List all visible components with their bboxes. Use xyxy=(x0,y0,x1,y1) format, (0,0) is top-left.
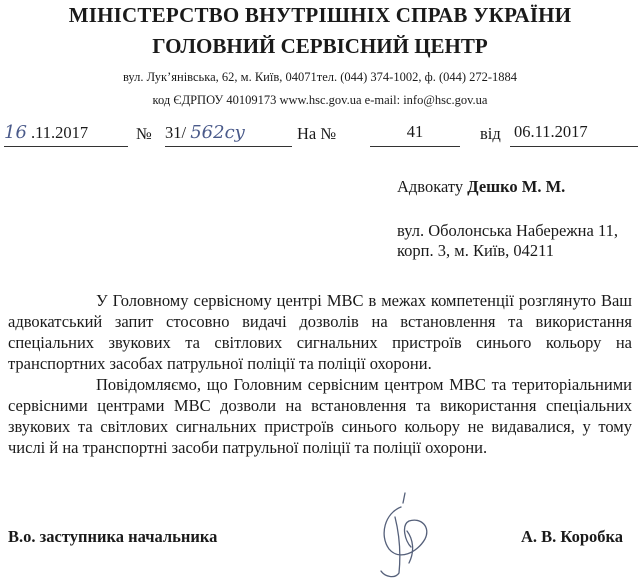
from-label: від xyxy=(480,124,501,143)
in-reply-label: На № xyxy=(297,124,337,143)
from-date-field xyxy=(510,122,638,147)
paragraph-text: У Головному сервісному центрі МВС в межах компетенції розглянуто Ваш адвокатський запит стосовно видачі дозволів на встановлення та використання спеціальних звукових та світлових сигнальних пристроїв синього кольору на транспортних засобах патрульної поліції та поліції охорони. xyxy=(8,291,632,373)
signature-icon xyxy=(365,487,445,583)
recipient xyxy=(397,177,565,197)
number-label: № xyxy=(136,124,152,143)
body-paragraph-1 xyxy=(8,290,632,374)
printed-date: .11.2017 xyxy=(31,123,89,142)
recipient-address-line1: вул. Оболонська Набережна 11, xyxy=(397,221,618,240)
signer-title: В.о. заступника начальника xyxy=(8,527,218,546)
letterhead-codes: код ЄДРПОУ 40109173 www.hsc.gov.ua e-mail: info@hsc.gov.ua xyxy=(152,93,488,107)
from-date: 06.11.2017 xyxy=(514,122,588,141)
body-paragraph-2 xyxy=(8,374,632,458)
outgoing-date-field xyxy=(4,122,128,147)
letterhead-address: вул. Лук’янівська, 62, м. Київ, 04071тел. (044) 374-1002, ф. (044) 272-1884 xyxy=(122,70,518,84)
recipient-prefix: Адвокату xyxy=(397,177,468,196)
reference-line xyxy=(0,122,640,152)
handwritten-day: 16 xyxy=(4,122,27,143)
paragraph-text: Повідомляємо, що Головним сервісним центром МВС та територіальними сервісними центрами МВС дозволи на встановлення та використання спеціальних звукових та світлових сигнальних пристроїв синього кольору не видавалися, у тому числі й на транспортні засоби патрульної поліції та поліції охорони. xyxy=(8,375,632,457)
center-title: ГОЛОВНИЙ СЕРВІСНИЙ ЦЕНТР xyxy=(152,34,488,58)
recipient-name: Дешко М. М. xyxy=(467,177,566,196)
ministry-title: МІНІСТЕРСТВО ВНУТРІШНІХ СПРАВ УКРАЇНИ xyxy=(68,3,572,27)
recipient-address-line2: корп. 3, м. Київ, 04211 xyxy=(397,241,555,260)
printed-number: 31/ xyxy=(165,123,187,142)
handwritten-number: 562cy xyxy=(190,122,245,143)
outgoing-number-field xyxy=(165,122,292,147)
in-reply-number: 41 xyxy=(406,122,424,141)
signer-name: А. В. Коробка xyxy=(521,527,623,546)
in-reply-number-field xyxy=(370,122,460,147)
